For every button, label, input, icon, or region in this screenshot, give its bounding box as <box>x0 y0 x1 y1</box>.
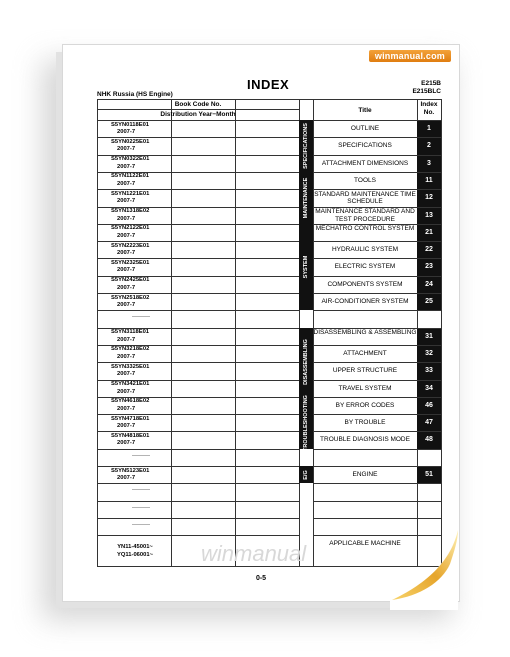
index-number: 2 <box>427 142 431 150</box>
index-number: 48 <box>425 436 433 444</box>
section-title: APPLICABLE MACHINE <box>329 540 401 548</box>
book-code-cell <box>111 433 171 448</box>
section-title: AIR-CONDITIONER SYSTEM <box>321 298 409 305</box>
section-title: MAINTENANCE STANDARD AND TEST PROCEDURE <box>315 208 415 223</box>
section-label: DISASSEMBLING <box>299 328 313 397</box>
index-number: 46 <box>425 401 433 409</box>
col-distribution: Distribution Year−Month <box>160 111 236 118</box>
section-title: UPPER STRUCTURE <box>332 367 398 375</box>
serial-range: YQ11-06001~ <box>117 551 153 558</box>
index-number: 31 <box>425 332 433 340</box>
section-title: ENGINE <box>352 471 378 478</box>
book-code: S5YN2425E01 <box>111 277 150 284</box>
book-code-cell <box>111 122 171 137</box>
dash-placeholder: ——— <box>132 314 150 321</box>
distribution-year: 2007-7 <box>117 267 136 274</box>
distribution-year: 2007-7 <box>117 440 136 447</box>
section-title: HYDRAULIC SYSTEM <box>331 246 399 254</box>
section-title: COMPONENTS SYSTEM <box>327 280 403 288</box>
col-book-code: Book Code No. <box>174 101 222 108</box>
book-code: S5YN1221E01 <box>111 190 150 197</box>
distribution-year: 2007-7 <box>117 163 136 170</box>
book-code-cell <box>111 329 171 344</box>
section-title: TRAVEL SYSTEM <box>338 384 392 392</box>
page-curl <box>390 530 470 610</box>
index-number: 23 <box>425 263 433 271</box>
distribution-year: 2007-7 <box>117 353 136 360</box>
document-page <box>62 44 460 602</box>
book-code-cell <box>111 364 171 379</box>
book-code-cell <box>111 277 171 292</box>
section-title: TOOLS <box>354 176 376 184</box>
book-code: S5YN0225E01 <box>111 138 150 145</box>
distribution-year: 2007-7 <box>117 302 136 308</box>
distribution-year: 2007-7 <box>117 423 136 430</box>
book-code: S5YN3421E01 <box>111 381 150 387</box>
book-code: S5YN0118E01 <box>111 121 150 128</box>
book-code: S5YN4818E01 <box>111 432 150 439</box>
book-code: S5YN3218E02 <box>111 346 150 353</box>
index-number: 21 <box>425 228 433 236</box>
index-number: 1 <box>427 125 431 132</box>
serial-cell <box>101 544 169 559</box>
index-number: 24 <box>425 280 433 288</box>
section-label: E/G <box>299 466 313 483</box>
section-title: ATTACHMENT DIMENSIONS <box>321 159 409 167</box>
index-number: 25 <box>425 298 433 305</box>
section-title: SPECIFICATIONS <box>338 142 392 150</box>
book-code: S5YN4618E02 <box>111 398 150 405</box>
section-title: ATTACHMENT <box>343 349 387 357</box>
index-number: 3 <box>427 159 431 167</box>
book-code-cell <box>111 468 171 483</box>
book-code-cell <box>111 156 171 171</box>
distribution-year: 2007-7 <box>117 215 136 222</box>
distribution-year: 2007-7 <box>117 232 136 239</box>
col-index: Index No. <box>420 101 438 116</box>
page-number: 0-5 <box>255 575 267 582</box>
index-table <box>97 99 442 567</box>
index-number: 12 <box>425 194 433 202</box>
section-title: OUTLINE <box>350 125 380 132</box>
book-code-cell <box>111 381 171 396</box>
book-code-cell <box>111 191 171 206</box>
header-models <box>412 80 441 96</box>
section-label: MAINTENANCE <box>299 172 313 224</box>
book-code-cell <box>111 173 171 188</box>
section-title: BY ERROR CODES <box>335 401 395 409</box>
distribution-year: 2007-7 <box>117 336 136 343</box>
distribution-year: 2007-7 <box>117 371 136 378</box>
section-title: DISASSEMBLING & ASSEMBLING <box>313 329 417 337</box>
book-code: S5YN1122E01 <box>111 173 150 180</box>
page-title: INDEX <box>247 77 290 92</box>
distribution-year: 2007-7 <box>117 475 136 481</box>
index-number: 47 <box>425 419 433 427</box>
book-code: S5YN4718E01 <box>111 415 150 422</box>
index-number: 22 <box>425 246 433 254</box>
dash-placeholder: ——— <box>132 521 150 528</box>
watermark-badge: winmanual.com <box>369 50 451 62</box>
distribution-year: 2007-7 <box>117 146 136 153</box>
book-code: S5YN2518E02 <box>111 294 150 301</box>
book-code: S5YN3325E01 <box>111 363 150 370</box>
book-code-cell <box>111 225 171 240</box>
book-code: S5YN2122E01 <box>111 225 150 232</box>
index-number: 11 <box>425 176 433 184</box>
distribution-year: 2007-7 <box>117 284 136 291</box>
book-code: S5YN0322E01 <box>111 156 150 163</box>
book-code-cell <box>111 295 171 310</box>
section-label: SYSTEM <box>299 224 313 311</box>
dash-placeholder: ——— <box>132 487 150 494</box>
book-code: S5YN1318E02 <box>111 208 150 214</box>
book-code-cell <box>111 416 171 431</box>
distribution-year: 2007-7 <box>117 405 136 412</box>
section-title: BY TROUBLE <box>344 419 386 427</box>
header-left: NHK Russia (HS Engine) <box>97 91 173 98</box>
index-number: 13 <box>425 211 433 219</box>
index-number: 33 <box>425 367 433 375</box>
distribution-year: 2007-7 <box>117 250 136 257</box>
book-code: S5YN2325E01 <box>111 259 150 266</box>
book-code-cell <box>111 243 171 258</box>
distribution-year: 2007-7 <box>117 129 136 135</box>
book-code-cell <box>111 346 171 361</box>
dash-placeholder: ——— <box>132 452 150 459</box>
index-number: 51 <box>425 471 433 478</box>
book-code-cell <box>111 398 171 413</box>
section-label: SPECIFICATIONS <box>299 120 313 172</box>
watermark-logo: winmanual <box>201 541 307 566</box>
book-code: S5YN2223E01 <box>111 242 150 249</box>
book-code: S5YN5123E01 <box>111 467 150 474</box>
page-header <box>97 73 441 99</box>
model-2: E215BLC <box>412 88 441 95</box>
book-code-cell <box>111 260 171 275</box>
index-number: 34 <box>425 384 433 392</box>
distribution-year: 2007-7 <box>117 388 136 395</box>
index-number: 32 <box>425 349 433 357</box>
dash-placeholder: ——— <box>132 504 150 511</box>
distribution-year: 2007-7 <box>117 180 136 187</box>
section-title: TROUBLE DIAGNOSIS MODE <box>320 436 410 444</box>
book-code: S5YN3118E01 <box>111 329 150 336</box>
section-title: MECHATRO CONTROL SYSTEM <box>315 225 415 233</box>
distribution-year: 2007-7 <box>117 198 136 205</box>
serial-range: YN11-45001~ <box>117 544 153 551</box>
section-label: TROUBLESHOOTING <box>299 397 313 449</box>
col-title: Title <box>358 107 372 114</box>
section-title: ELECTRIC SYSTEM <box>334 263 396 271</box>
model-1: E215B <box>421 80 441 87</box>
section-title: STANDARD MAINTENANCE TIME SCHEDULE <box>314 190 416 206</box>
book-code-cell <box>111 208 171 223</box>
book-code-cell <box>111 139 171 154</box>
